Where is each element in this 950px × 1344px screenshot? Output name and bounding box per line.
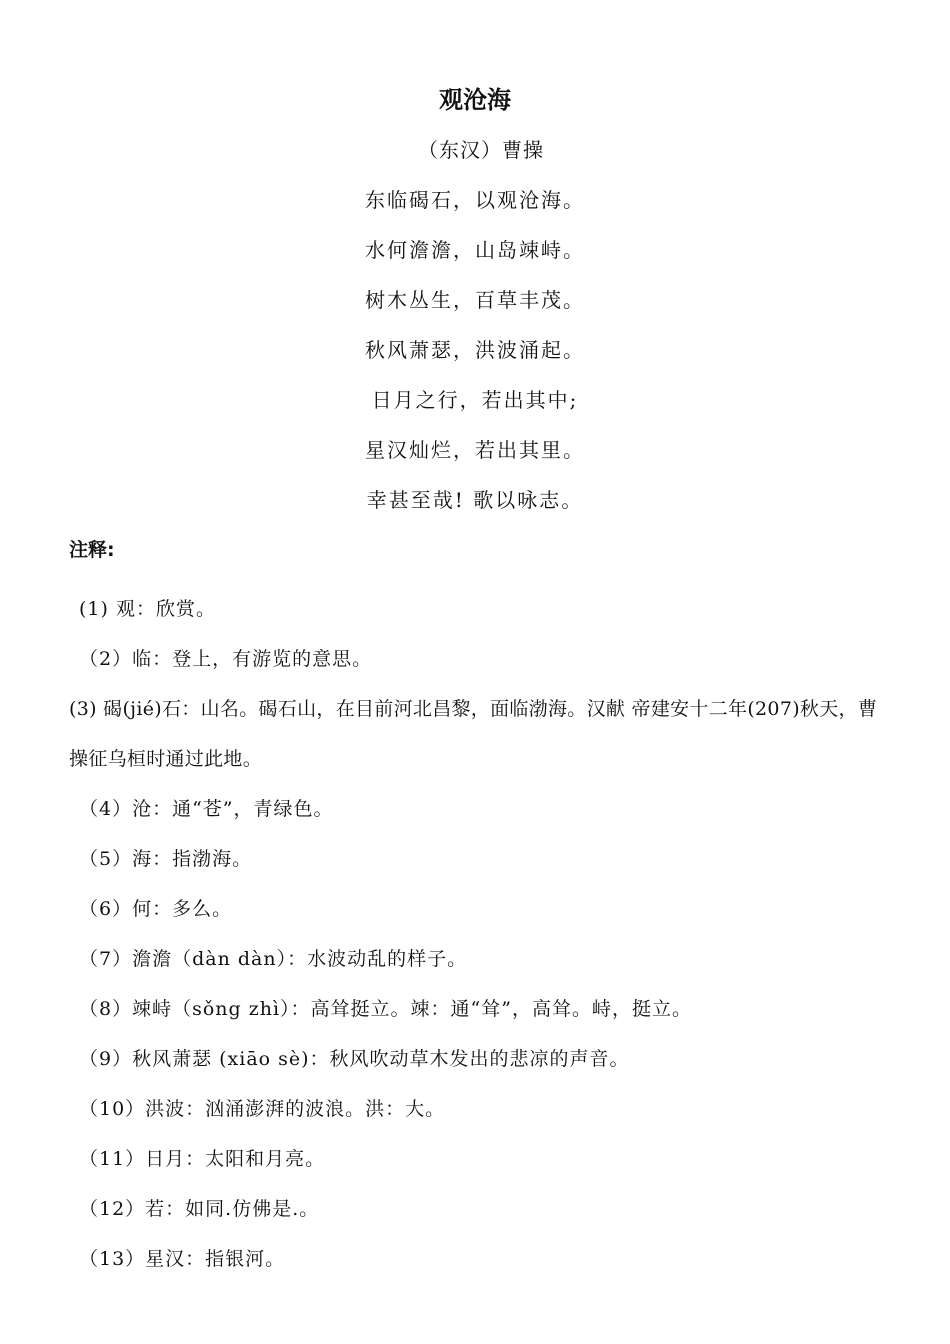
poem-line: 日月之行，若出其中;: [371, 388, 579, 412]
note-item: （4）沧：通“苍”，青绿色。: [79, 798, 334, 820]
note-item: (1) 观：欣赏。: [79, 598, 216, 620]
notes-heading: 注释:: [69, 539, 115, 561]
note-item: （6）何：多么。: [79, 898, 233, 920]
note-item: (3) 碣(jié)石：山名。碣石山，在目前河北昌黎，面临渤海。汉献 帝建安十二年(207)秋天，曹操征乌桓时通过此地。: [69, 698, 878, 770]
note-item: （7）澹澹（dàn dàn）：水波动乱的样子。: [79, 948, 468, 970]
notes-list: [69, 584, 889, 1284]
poem-line: 水何澹澹，山岛竦峙。: [365, 238, 585, 262]
poem-line: 幸甚至哉! 歌以咏志。: [366, 488, 584, 512]
note-item: （9）秋风萧瑟 (xiāo sè)：秋风吹动草木发出的悲凉的声音。: [79, 1048, 630, 1070]
poem-body: [0, 185, 950, 535]
poem-line: 星汉灿烂，若出其里。: [365, 438, 585, 462]
poem-author: （东汉）曹操: [418, 138, 544, 162]
note-item: （10）洪波：汹涌澎湃的波浪。洪：大。: [79, 1098, 446, 1120]
poem-line: 秋风萧瑟，洪波涌起。: [365, 338, 585, 362]
poem-line: 树木丛生，百草丰茂。: [365, 288, 585, 312]
poem-title: 观沧海: [439, 86, 511, 114]
note-item: （8）竦峙（sǒng zhì）：高耸挺立。竦：通“耸”，高耸。峙，挺立。: [79, 998, 692, 1020]
note-item: （11）日月：太阳和月亮。: [79, 1148, 326, 1170]
note-item: （13）星汉：指银河。: [79, 1248, 286, 1270]
poem-line: 东临碣石，以观沧海。: [365, 188, 585, 212]
note-item: （2）临：登上，有游览的意思。: [79, 648, 373, 670]
note-item: （12）若：如同.仿佛是.。: [79, 1198, 320, 1220]
note-item: （5）海：指渤海。: [79, 848, 253, 870]
